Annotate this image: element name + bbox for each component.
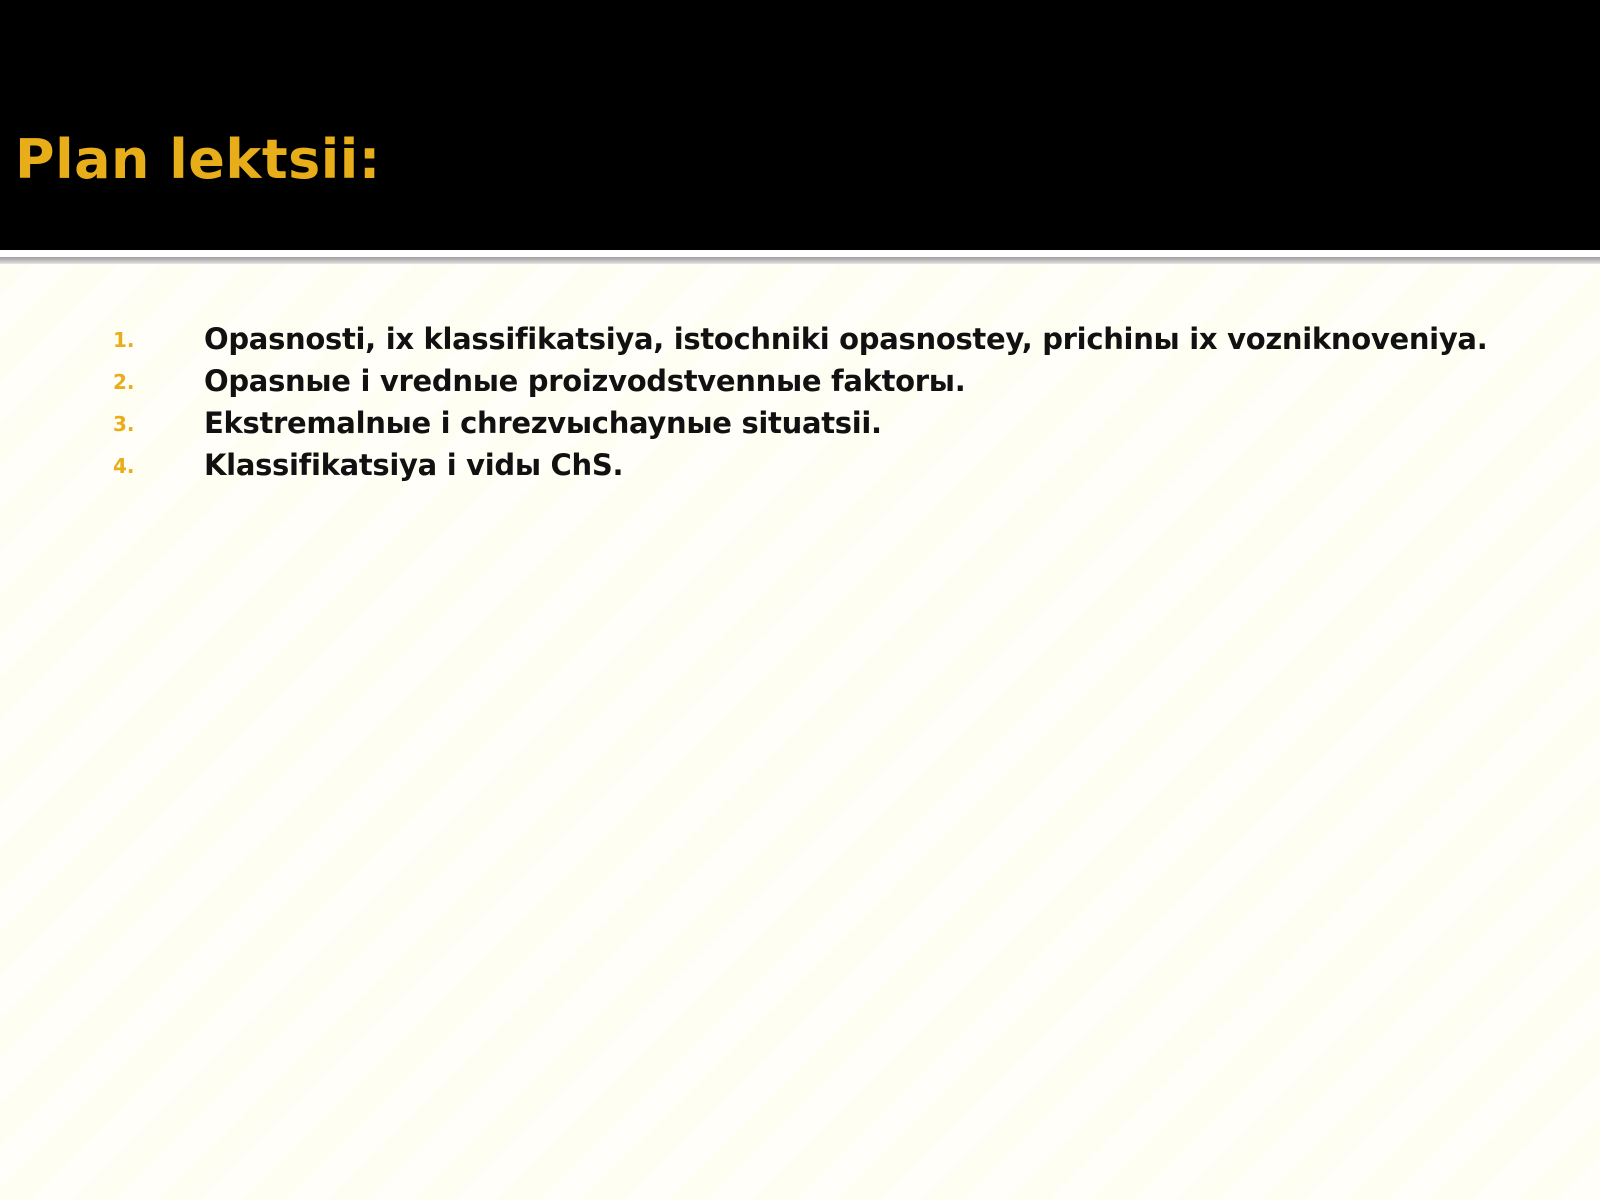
list-item-text: Opasnosti, ix klassifikatsiya, istochniki opasnostey, prichinы ix vozniknoveniya.: [204, 322, 1488, 356]
list-item: [0, 444, 1600, 486]
list-item: [0, 402, 1600, 444]
list-item-number: 2.: [113, 370, 135, 394]
list-item: [0, 360, 1600, 402]
list-item-text: Ekstremalnыe i chrezvыchaynыe situatsii.: [204, 406, 882, 440]
list-item-number: 4.: [113, 454, 135, 478]
title-bar: [0, 0, 1600, 250]
list-item-text: Klassifikatsiya i vidы ChS.: [204, 448, 624, 482]
lecture-plan-list: [0, 318, 1600, 486]
slide-title: Plan lektsii:: [15, 128, 381, 191]
header-divider-light: [0, 250, 1600, 257]
header-divider-shadow: [0, 257, 1600, 264]
list-item-number: 1.: [113, 328, 135, 352]
list-item-number: 3.: [113, 412, 135, 436]
list-item-text: Opasnыe i vrednыe proizvodstvennыe faktorы.: [204, 364, 966, 398]
list-item: [0, 318, 1600, 360]
